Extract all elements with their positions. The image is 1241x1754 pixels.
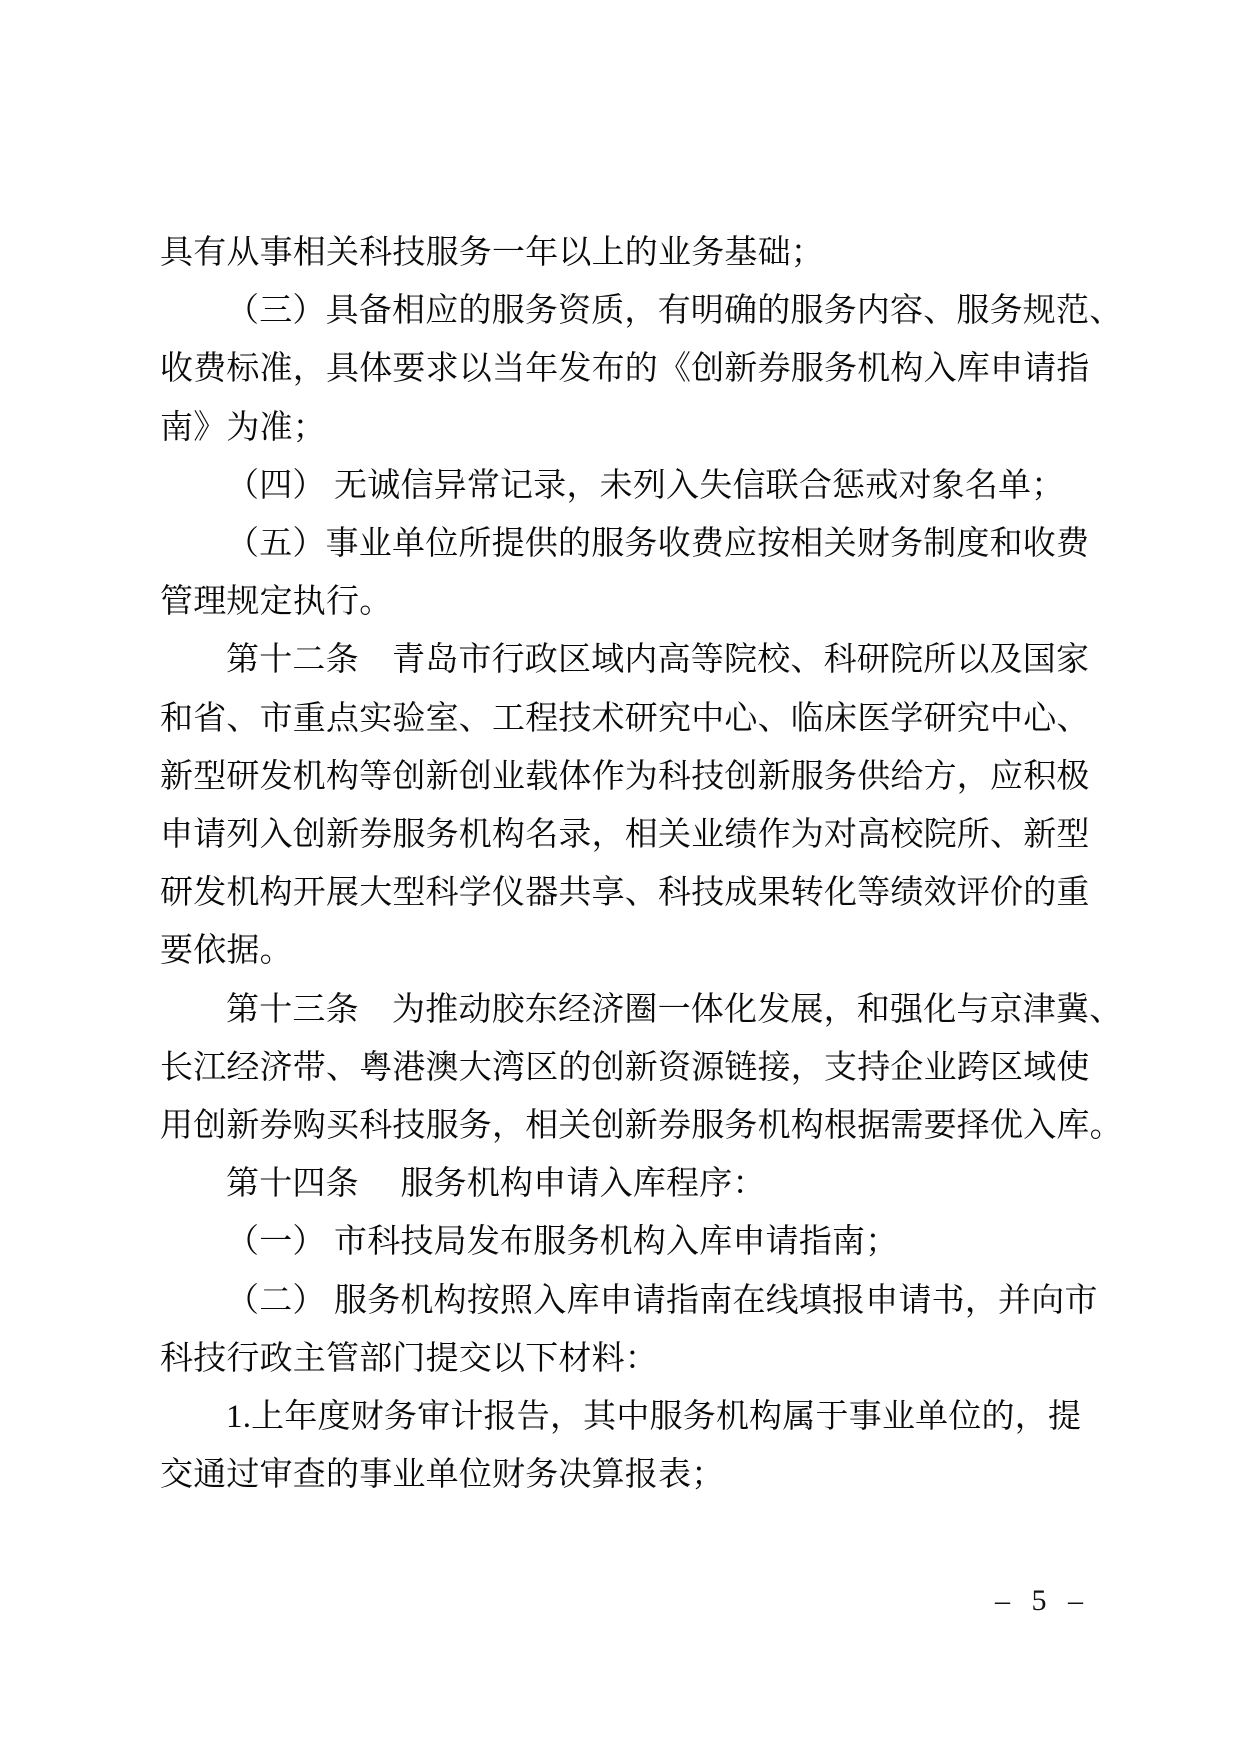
text-line: 要依据。	[160, 933, 293, 970]
text-line: （五）事业单位所提供的服务收费应按相关财务制度和收费	[226, 526, 1090, 563]
text-line: 收费标准，具体要求以当年发布的《创新券服务机构入库申请指	[160, 351, 1090, 388]
text-line: 和省、市重点实验室、工程技术研究中心、临床医学研究中心、	[160, 700, 1090, 737]
text-line: 新型研发机构等创新创业载体作为科技创新服务供给方，应积极	[160, 758, 1090, 795]
text-line: 第十四条 服务机构申请入库程序：	[226, 1166, 766, 1203]
text-line: 第十三条 为推动胶东经济圈一体化发展，和强化与京津冀、	[226, 991, 1123, 1028]
text-line: 交通过审查的事业单位财务决算报表；	[160, 1457, 725, 1494]
text-line: 第十二条 青岛市行政区域内高等院校、科研院所以及国家	[226, 642, 1090, 679]
text-line: （四） 无诚信异常记录，未列入失信联合惩戒对象名单；	[226, 467, 1065, 504]
text-line: （二） 服务机构按照入库申请指南在线填报申请书，并向市	[226, 1282, 1098, 1319]
text-line: 用创新券购买科技服务，相关创新券服务机构根据需要择优入库。	[160, 1108, 1123, 1145]
text-line: 具有从事相关科技服务一年以上的业务基础；	[160, 235, 824, 271]
text-line: 管理规定执行。	[160, 584, 393, 621]
text-line: 科技行政主管部门提交以下材料：	[160, 1340, 658, 1377]
text-line: （一） 市科技局发布服务机构入库申请指南；	[226, 1224, 899, 1261]
page-number: – 5 –	[995, 1584, 1085, 1617]
text-line: 1.上年度财务审计报告，其中服务机构属于事业单位的，提	[226, 1399, 1082, 1436]
document-body	[160, 224, 1123, 1504]
text-line: （三）具备相应的服务资质，有明确的服务内容、服务规范、	[226, 293, 1123, 330]
text-line: 长江经济带、粤港澳大湾区的创新资源链接，支持企业跨区域使	[160, 1049, 1090, 1086]
text-line: 研发机构开展大型科学仪器共享、科技成果转化等绩效评价的重	[160, 875, 1090, 912]
text-line: 申请列入创新券服务机构名录，相关业绩作为对高校院所、新型	[160, 817, 1090, 854]
text-line: 南》为准；	[160, 409, 326, 446]
